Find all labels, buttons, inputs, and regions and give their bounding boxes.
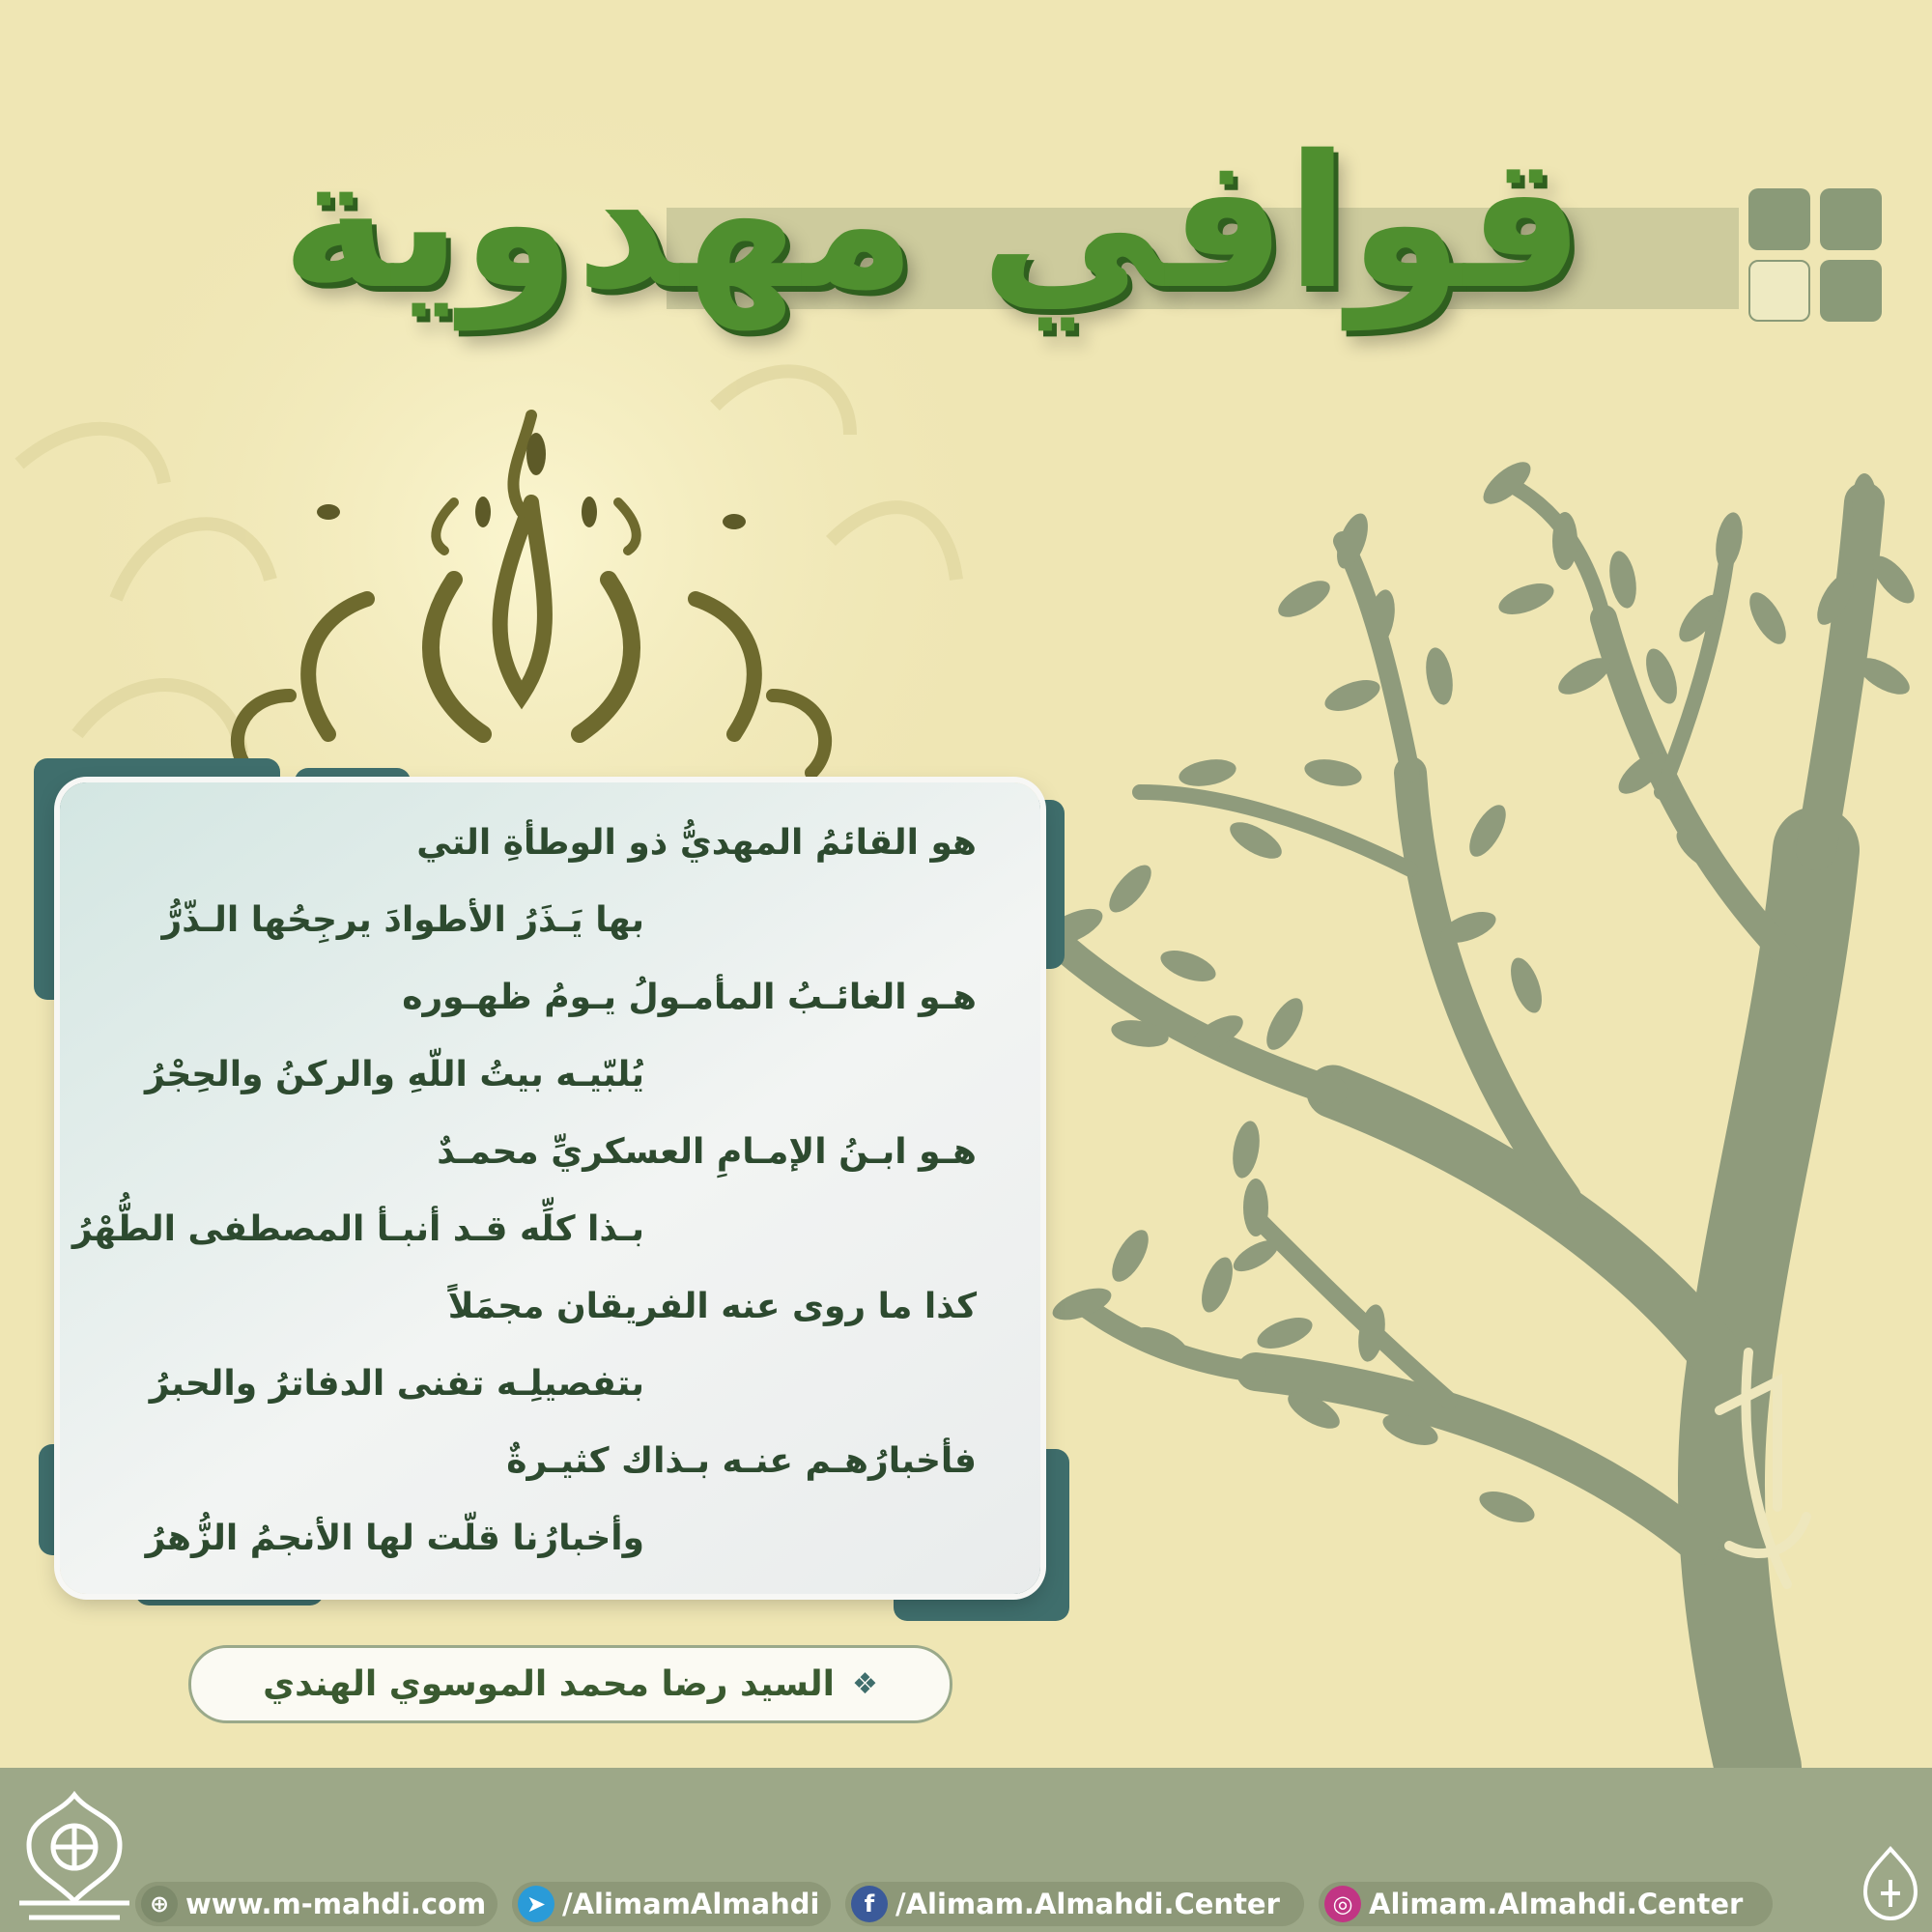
header bbox=[281, 39, 1903, 454]
square-icon bbox=[1820, 260, 1882, 322]
instagram-link[interactable] bbox=[1319, 1882, 1773, 1926]
squares-logo-icon bbox=[1748, 188, 1884, 324]
verse-line: فأخبارُهـم عنـه بـذاك كثيـرةٌ bbox=[506, 1441, 977, 1481]
verse-line: هـو الغائـبُ المأمـولُ يـومُ ظهـوره bbox=[402, 978, 977, 1017]
facebook-icon: f bbox=[851, 1886, 888, 1922]
instagram-text: Alimam.Almahdi.Center bbox=[1369, 1888, 1744, 1920]
telegram-icon: ➤ bbox=[518, 1886, 554, 1922]
website-link[interactable] bbox=[135, 1882, 497, 1926]
facebook-text: /Alimam.Almahdi.Center bbox=[895, 1888, 1280, 1920]
verse-line: يُلبّيـه بيتُ اللّهِ والركنُ والحِجْرُ bbox=[144, 1055, 644, 1094]
instagram-icon: ◎ bbox=[1324, 1886, 1361, 1922]
square-icon bbox=[1748, 188, 1810, 250]
facebook-link[interactable] bbox=[845, 1882, 1304, 1926]
telegram-link[interactable] bbox=[512, 1882, 831, 1926]
verse-line: بتفصيلِـه تفنى الدفاترُ والحبرُ bbox=[149, 1364, 644, 1404]
square-icon bbox=[1748, 260, 1810, 322]
square-icon bbox=[1820, 188, 1882, 250]
page-title: قوافي مهدوية bbox=[281, 116, 1584, 329]
author-name: السيد رضا محمد الموسوي الهندي bbox=[263, 1664, 836, 1704]
verse-line: هو القائمُ المهديُّ ذو الوطأةِ التي bbox=[416, 823, 977, 863]
verse-line: كذا ما روى عنه الفريقان مجمَلاً bbox=[447, 1287, 977, 1326]
telegram-text: /AlimamAlmahdi bbox=[562, 1888, 820, 1920]
emblem-icon bbox=[1860, 1845, 1922, 1922]
verse-line: هـو ابـنُ الإمـامِ العسكريِّ محمـدٌ bbox=[437, 1132, 977, 1172]
center-logo-icon bbox=[10, 1787, 140, 1932]
verse-line: بها يَـذَرُ الأطوادَ يرجِحُها الـذّرُّ bbox=[161, 900, 644, 940]
poem-card bbox=[60, 782, 1040, 1594]
verse-line: بـذا كلِّه قـد أنبـأ المصطفى الطُّهْرُ bbox=[71, 1209, 644, 1249]
verse-line: وأخبارُنا قلّت لها الأنجمُ الزُّهرُ bbox=[145, 1519, 644, 1558]
diamond-icon: ❖ bbox=[852, 1667, 878, 1701]
author-badge bbox=[188, 1645, 952, 1723]
globe-icon: ⊕ bbox=[141, 1886, 178, 1922]
website-text: www.m-mahdi.com bbox=[185, 1888, 487, 1920]
